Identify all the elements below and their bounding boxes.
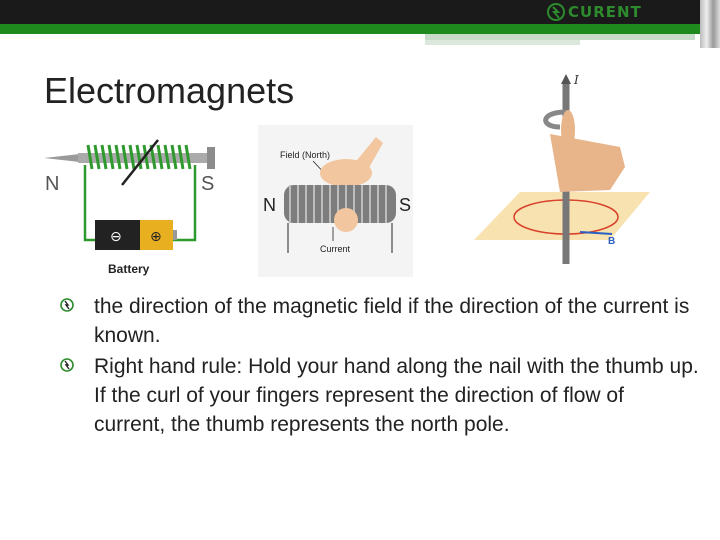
header-corner-decoration [700,0,720,48]
battery-plus-sign: ⊕ [150,229,162,245]
bullet-text: Right hand rule: Hold your hand along the nail with the thumb up. If the curl of your fingers represent the direction of flow of current, the thumb represents the north pole. [94,355,699,436]
header-accent-bar [0,24,720,34]
nail-point [44,154,80,162]
wire-left [85,165,95,240]
field-plane [474,192,650,240]
nail-head [207,147,215,169]
bullet-item [60,352,700,439]
nail-south-label: S [201,173,215,195]
hand-fingers-curl [550,134,625,192]
right-hand-rule-diagram [470,72,655,272]
bullet-list [60,292,700,441]
electromagnet-battery-diagram [40,135,250,280]
coil-north-label: N [263,195,276,215]
nail-north-label: N [45,173,60,195]
bullet-symbol-icon [60,352,94,439]
hand-thumb [334,208,358,232]
current-label-i: I [574,73,579,87]
battery-terminal [173,230,177,240]
coil-current-label: Current [320,244,351,254]
bullet-symbol-icon [60,292,94,350]
curent-logo [547,1,642,23]
bullet-item [60,292,700,350]
bullet-text: the direction of the magnetic field if the direction of the current is known. [94,295,690,347]
logo-text: CURENT [568,3,642,21]
coil-south-label: S [399,195,412,215]
header-stripe-secondary [425,40,580,45]
wire-right [173,165,195,240]
battery-minus-sign: ⊖ [110,229,122,245]
coil-field-label: Field (North) [280,150,331,160]
hand-back [353,137,383,173]
field-label-b: B [608,236,616,247]
coil-hand-diagram [258,125,413,277]
slide-title: Electromagnets [44,70,295,111]
hand-thumb-up [561,110,575,150]
curent-logo-icon [547,2,565,22]
battery-label: Battery [108,262,150,276]
current-arrow-head [561,74,571,84]
